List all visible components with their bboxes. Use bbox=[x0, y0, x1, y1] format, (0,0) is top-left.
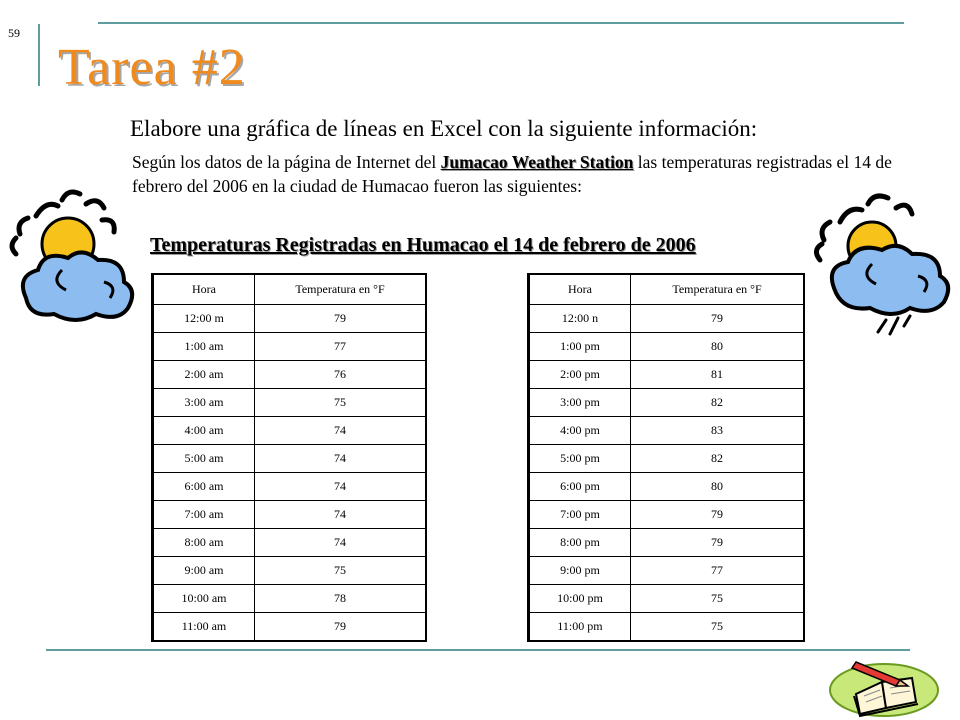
table-row bbox=[529, 445, 804, 473]
slide-number: 59 bbox=[8, 26, 20, 40]
table-row bbox=[153, 305, 426, 333]
sun-cloud-rain-icon-right bbox=[812, 192, 958, 342]
hora-cell: 8:00 am bbox=[153, 529, 255, 557]
para-text-after: las temperaturas registradas el 14 de febrero del 2006 en la ciudad de Humacao fueron las siguientes: bbox=[132, 152, 892, 196]
temp-cell: 79 bbox=[631, 501, 804, 529]
hora-cell: 7:00 pm bbox=[529, 501, 631, 529]
table-header-row bbox=[529, 275, 804, 305]
table-row bbox=[153, 361, 426, 389]
table-row bbox=[529, 557, 804, 585]
hora-cell: 5:00 am bbox=[153, 445, 255, 473]
hora-cell: 9:00 pm bbox=[529, 557, 631, 585]
hora-cell: 9:00 am bbox=[153, 557, 255, 585]
col-hora-header: Hora bbox=[153, 275, 255, 305]
hora-cell: 5:00 pm bbox=[529, 445, 631, 473]
temp-cell: 74 bbox=[255, 501, 426, 529]
temp-cell: 74 bbox=[255, 473, 426, 501]
table-row bbox=[529, 613, 804, 641]
hora-cell: 3:00 am bbox=[153, 389, 255, 417]
hora-cell: 2:00 pm bbox=[529, 361, 631, 389]
temp-cell: 78 bbox=[255, 585, 426, 613]
temp-cell: 79 bbox=[255, 613, 426, 641]
hora-cell: 11:00 pm bbox=[529, 613, 631, 641]
temp-cell: 74 bbox=[255, 445, 426, 473]
hora-cell: 10:00 pm bbox=[529, 585, 631, 613]
temp-cell: 74 bbox=[255, 529, 426, 557]
temperature-table-am bbox=[152, 274, 426, 641]
temp-cell: 75 bbox=[631, 585, 804, 613]
temp-cell: 75 bbox=[255, 389, 426, 417]
col-hora-header: Hora bbox=[529, 275, 631, 305]
temp-cell: 76 bbox=[255, 361, 426, 389]
table-row bbox=[153, 585, 426, 613]
table-row bbox=[153, 557, 426, 585]
instruction-heading: Elabore una gráfica de líneas en Excel con la siguiente información: bbox=[130, 116, 758, 141]
weather-station-link[interactable]: Jumacao Weather Station bbox=[440, 152, 634, 172]
intro-paragraph bbox=[132, 150, 892, 198]
table-row bbox=[529, 529, 804, 557]
temp-cell: 77 bbox=[631, 557, 804, 585]
hora-cell: 11:00 am bbox=[153, 613, 255, 641]
table-row bbox=[529, 389, 804, 417]
temp-cell: 79 bbox=[631, 305, 804, 333]
temp-cell: 77 bbox=[255, 333, 426, 361]
table-row bbox=[153, 333, 426, 361]
top-rule bbox=[98, 22, 904, 24]
notebook-pencil-icon[interactable] bbox=[826, 654, 946, 718]
hora-cell: 6:00 pm bbox=[529, 473, 631, 501]
temp-cell: 82 bbox=[631, 445, 804, 473]
hora-cell: 1:00 am bbox=[153, 333, 255, 361]
temp-cell: 75 bbox=[631, 613, 804, 641]
temp-cell: 83 bbox=[631, 417, 804, 445]
para-text-before: Según los datos de la página de Internet del bbox=[132, 152, 441, 172]
table-row bbox=[529, 585, 804, 613]
temp-cell: 79 bbox=[255, 305, 426, 333]
hora-cell: 4:00 pm bbox=[529, 417, 631, 445]
table-row bbox=[153, 529, 426, 557]
col-temp-header: Temperatura en °F bbox=[631, 275, 804, 305]
left-rule bbox=[38, 24, 40, 86]
page-title: Tarea #2 bbox=[58, 39, 246, 96]
table-row bbox=[153, 389, 426, 417]
temp-cell: 74 bbox=[255, 417, 426, 445]
temp-cell: 82 bbox=[631, 389, 804, 417]
hora-cell: 12:00 n bbox=[529, 305, 631, 333]
table-header-row bbox=[153, 275, 426, 305]
table-row bbox=[529, 305, 804, 333]
hora-cell: 7:00 am bbox=[153, 501, 255, 529]
temp-cell: 81 bbox=[631, 361, 804, 389]
table-row bbox=[529, 473, 804, 501]
temperature-table-pm bbox=[528, 274, 804, 641]
table-row bbox=[529, 333, 804, 361]
temp-cell: 75 bbox=[255, 557, 426, 585]
table-row bbox=[153, 445, 426, 473]
col-temp-header: Temperatura en °F bbox=[255, 275, 426, 305]
temp-cell: 79 bbox=[631, 529, 804, 557]
hora-cell: 4:00 am bbox=[153, 417, 255, 445]
table-row bbox=[529, 501, 804, 529]
hora-cell: 3:00 pm bbox=[529, 389, 631, 417]
sun-cloud-icon-left bbox=[6, 186, 146, 336]
temp-cell: 80 bbox=[631, 333, 804, 361]
bottom-rule bbox=[46, 649, 910, 651]
table-title: Temperaturas Registradas en Humacao el 14 de febrero de 2006 bbox=[150, 234, 696, 256]
hora-cell: 8:00 pm bbox=[529, 529, 631, 557]
table-row bbox=[153, 501, 426, 529]
temp-cell: 80 bbox=[631, 473, 804, 501]
hora-cell: 2:00 am bbox=[153, 361, 255, 389]
table-row bbox=[153, 417, 426, 445]
hora-cell: 12:00 m bbox=[153, 305, 255, 333]
hora-cell: 1:00 pm bbox=[529, 333, 631, 361]
table-row bbox=[153, 473, 426, 501]
table-row bbox=[529, 417, 804, 445]
table-row bbox=[529, 361, 804, 389]
hora-cell: 10:00 am bbox=[153, 585, 255, 613]
hora-cell: 6:00 am bbox=[153, 473, 255, 501]
table-row bbox=[153, 613, 426, 641]
